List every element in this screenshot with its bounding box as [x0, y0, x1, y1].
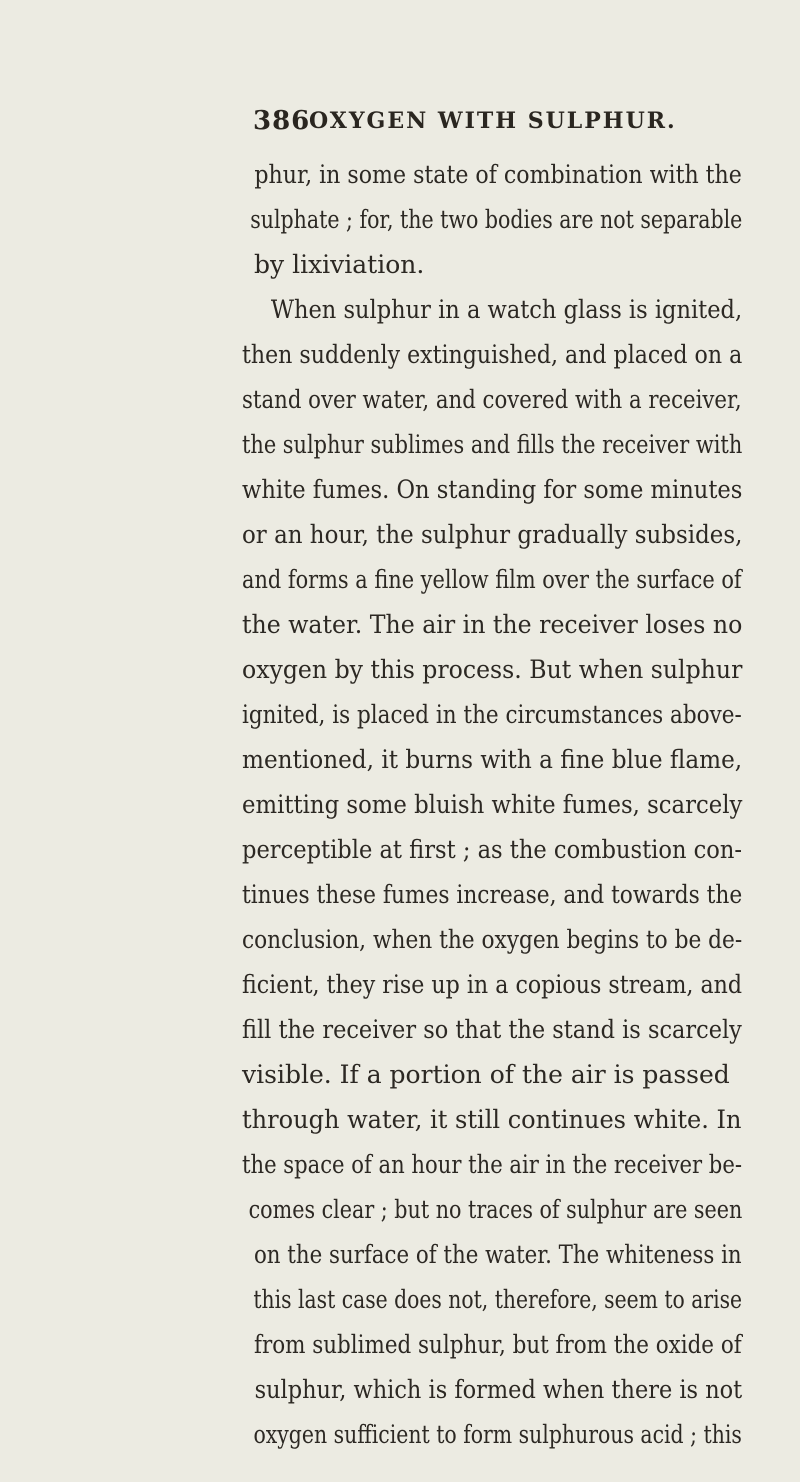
text-line: conclusion, when the oxygen begins to be de-: [242, 925, 743, 954]
text-line: and forms a fine yellow film over the surface of: [242, 565, 742, 594]
text-line: the water. The air in the receiver loses no: [242, 610, 743, 639]
text-line: or an hour, the sulphur gradually subsides,: [242, 520, 743, 549]
text-line: this last case does not, therefore, seem to arise: [253, 1285, 743, 1314]
text-line: comes clear ; but no traces of sulphur are seen: [248, 1195, 743, 1224]
text-line: the sulphur sublimes and fills the receiver with: [242, 430, 743, 459]
body-text: [242, 152, 742, 1457]
text-line: on the surface of the water. The whiteness in: [253, 1240, 742, 1269]
text-line: phur, in some state of combination with the: [254, 160, 742, 189]
text-line: perceptible at first ; as the combustion con-: [242, 835, 743, 864]
text-line: oxygen sufficient to form sulphurous acid ; this: [253, 1420, 742, 1449]
text-line: visible. If a portion of the air is passed: [242, 1060, 730, 1089]
text-line: sulphate ; for, the two bodies are not separable: [250, 205, 743, 234]
text-line: oxygen by this process. But when sulphur: [242, 655, 743, 684]
text-line: When sulphur in a watch glass is ignited,: [270, 295, 743, 324]
text-line: the space of an hour the air in the receiver be-: [242, 1150, 742, 1179]
text-line: then suddenly extinguished, and placed on a: [242, 340, 743, 369]
text-line: emitting some bluish white fumes, scarcely: [242, 790, 743, 819]
text-line: fill the receiver so that the stand is scarcely: [242, 1015, 742, 1044]
text-line: white fumes. On standing for some minutes: [242, 475, 743, 504]
running-title: OXYGEN WITH SULPHUR.: [309, 108, 677, 134]
text-line: ignited, is placed in the circumstances above-: [242, 700, 742, 729]
page-number: 386: [253, 106, 311, 136]
text-line: mentioned, it burns with a fine blue flame,: [242, 745, 743, 774]
text-line: through water, it still continues white. In: [242, 1105, 742, 1134]
text-line: tinues these fumes increase, and towards the: [242, 880, 743, 909]
text-line: by lixiviation.: [254, 250, 425, 279]
text-line: ficient, they rise up in a copious stream, and: [242, 970, 743, 999]
text-line: stand over water, and covered with a receiver,: [242, 385, 742, 414]
text-line: from sublimed sulphur, but from the oxide of: [254, 1330, 742, 1359]
page-header: [253, 106, 783, 146]
text-line: sulphur, which is formed when there is not: [254, 1375, 743, 1404]
